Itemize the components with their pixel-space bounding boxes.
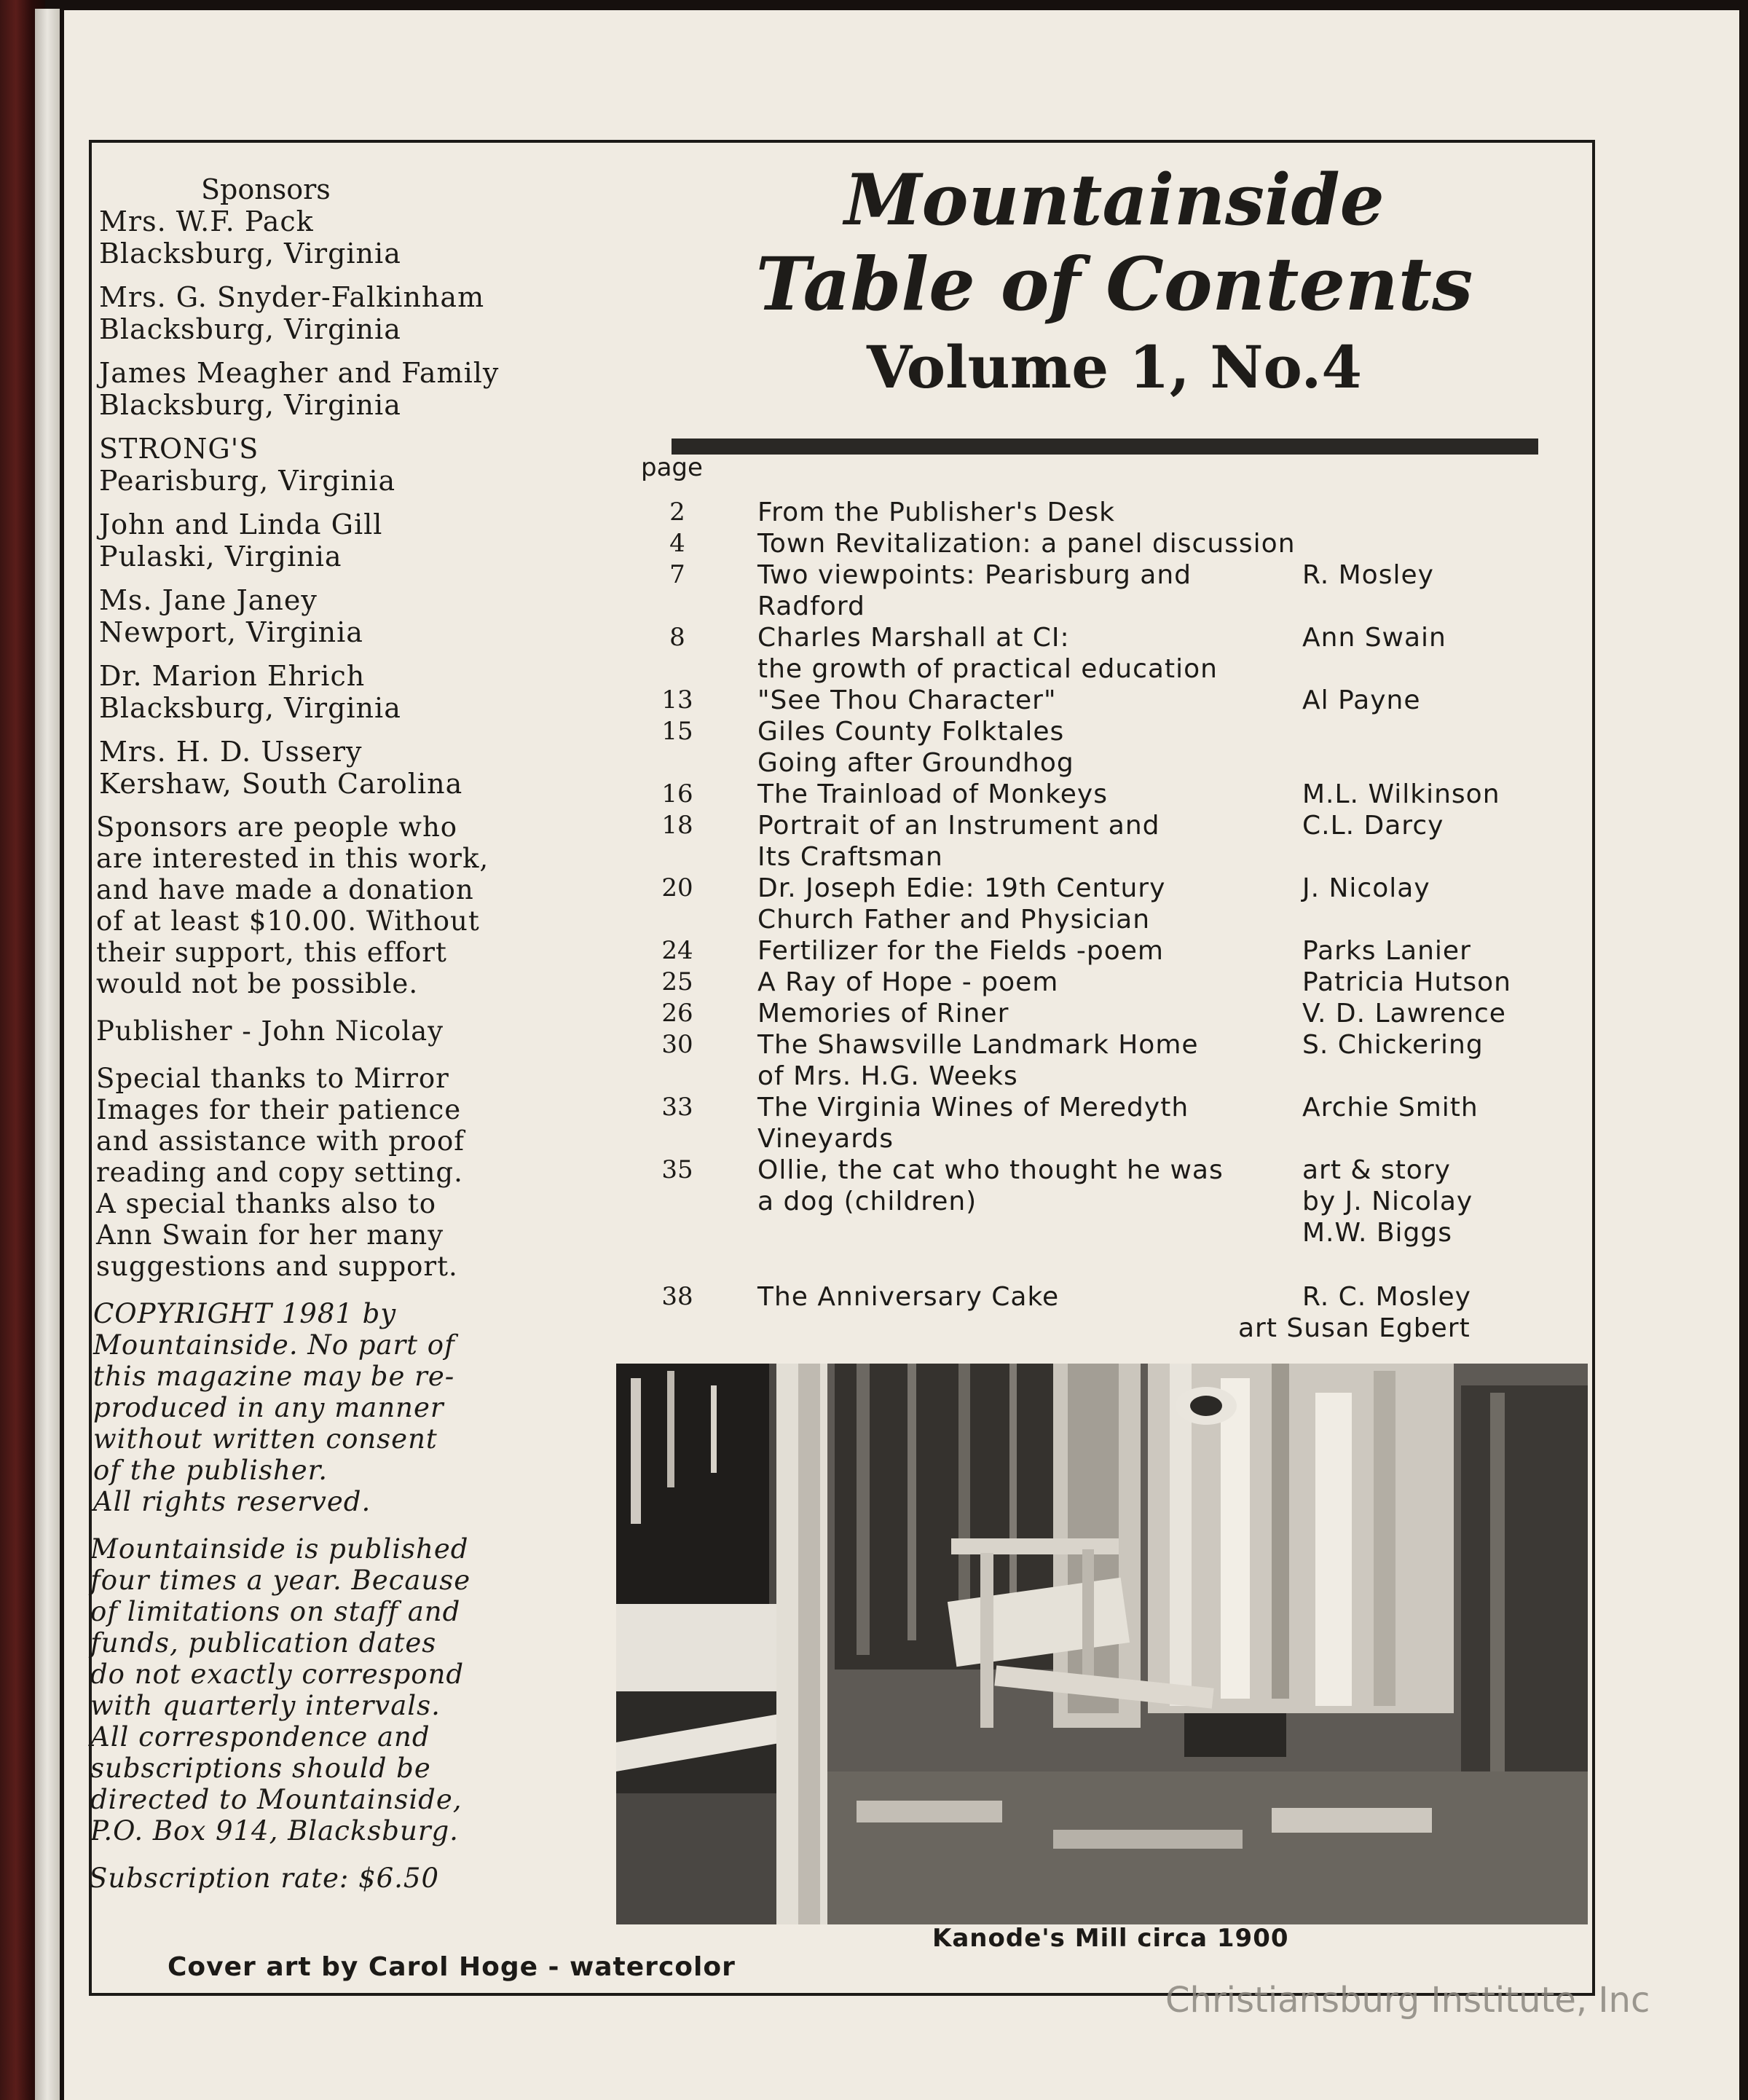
title-line: Vineyards — [757, 1124, 894, 1154]
toc-title — [757, 1029, 1296, 1092]
special-thanks: Special thanks to Mirror Images for their patience and assistance with proof reading and copy setting. A special thanks also to Ann Swain for her many suggestions and support. — [96, 1063, 465, 1282]
title-line: a dog (children) — [757, 1187, 977, 1216]
toc-page-number: 13 — [661, 685, 693, 715]
title-line: From the Publisher's Desk — [757, 498, 1115, 527]
sponsor-entry — [99, 736, 623, 800]
title-line: The Anniversary Cake — [757, 1282, 1060, 1312]
title-line: the growth of practical education — [757, 654, 1218, 684]
sponsor-entry — [99, 508, 623, 573]
author-line: M.W. Biggs — [1302, 1218, 1453, 1248]
title-line: Fertilizer for the Fields -poem — [757, 936, 1164, 966]
title-line: Charles Marshall at CI: — [757, 623, 1070, 653]
volume-number: Volume 1, No.4 — [867, 333, 1362, 401]
publisher-credit: Publisher - John Nicolay — [96, 1015, 444, 1047]
toc-title — [757, 559, 1296, 622]
title-line: Town Revitalization: a panel discussion — [757, 529, 1296, 559]
masthead — [641, 160, 1588, 404]
sponsor-entry — [99, 584, 623, 648]
sponsor-name: Ms. Jane Janey — [99, 584, 318, 616]
sponsor-place: Pearisburg, Virginia — [99, 465, 396, 497]
author-line: S. Chickering — [1302, 1030, 1484, 1060]
sponsor-place: Blacksburg, Virginia — [99, 692, 401, 724]
author-line: V. D. Lawrence — [1302, 999, 1506, 1029]
mill-photograph — [616, 1364, 1588, 1924]
author-line: J. Nicolay — [1302, 873, 1430, 903]
author-line: Ann Swain — [1302, 623, 1446, 653]
toc-author — [1302, 1281, 1586, 1313]
toc-title — [757, 1281, 1296, 1313]
sponsors-heading: Sponsors — [201, 173, 331, 205]
toc-author — [1302, 998, 1586, 1029]
contents-title: Table of Contents — [755, 241, 1473, 327]
sponsors-description: Sponsors are people who are interested in this work, and have made a donation of at least $10.00. Without their support, this effort would not be possible. — [96, 811, 489, 999]
sponsor-name: James Meagher and Family — [99, 357, 500, 389]
author-line: Parks Lanier — [1302, 936, 1471, 966]
toc-page-number: 15 — [661, 717, 693, 746]
toc-page-number: 33 — [661, 1093, 693, 1122]
toc-page-number: 35 — [661, 1155, 693, 1184]
sponsor-place: Newport, Virginia — [99, 616, 363, 648]
spine-strip — [35, 9, 60, 2100]
toc-page-number: 24 — [661, 936, 693, 965]
toc-page-number: 4 — [669, 529, 685, 558]
author-line: Patricia Hutson — [1302, 967, 1511, 997]
toc-title — [757, 622, 1296, 685]
sponsor-name: Mrs. W.F. Pack — [99, 205, 314, 237]
title-line: Going after Groundhog — [757, 748, 1074, 778]
art-credit: art Susan Egbert — [1238, 1313, 1471, 1343]
toc-author — [1302, 1029, 1586, 1061]
toc-author — [1302, 622, 1586, 653]
toc-author — [1302, 559, 1586, 591]
author-line: M.L. Wilkinson — [1302, 779, 1500, 809]
sponsor-name: Mrs. G. Snyder-Falkinham — [99, 281, 485, 313]
sponsors-column — [89, 173, 623, 1910]
toc-page-number: 8 — [669, 623, 685, 652]
sponsor-place: Pulaski, Virginia — [99, 540, 342, 573]
toc-title — [757, 873, 1296, 935]
toc-title — [757, 1092, 1296, 1155]
toc-title — [757, 967, 1296, 998]
title-line: Church Father and Physician — [757, 905, 1151, 935]
toc-title — [757, 685, 1296, 716]
page-column-heading: page — [641, 453, 703, 482]
toc-page-number: 30 — [661, 1030, 693, 1059]
author-line: Al Payne — [1302, 685, 1421, 715]
toc-author — [1302, 1092, 1586, 1123]
watermark: Christiansburg Institute, Inc — [1165, 1980, 1650, 2021]
copyright-notice: COPYRIGHT 1981 by Mountainside. No part of this magazine may be re- produced in any manner without written consent of the publisher. All rights reserved. — [93, 1298, 455, 1517]
toc-page-number: 26 — [661, 999, 693, 1028]
sponsor-name: Mrs. H. D. Ussery — [99, 736, 363, 768]
cover-art-credit: Cover art by Carol Hoge - watercolor — [168, 1952, 736, 1982]
toc-page-number: 18 — [661, 811, 693, 840]
sponsor-place: Blacksburg, Virginia — [99, 389, 401, 421]
sponsor-entry — [99, 205, 623, 270]
toc-page-number: 25 — [661, 967, 693, 996]
title-line: Two viewpoints: Pearisburg and — [757, 560, 1192, 590]
title-line: Giles County Folktales — [757, 717, 1065, 747]
sponsor-place: Kershaw, South Carolina — [99, 768, 463, 800]
sponsor-entry — [99, 660, 623, 724]
toc-title — [757, 810, 1296, 873]
toc-title — [757, 998, 1296, 1029]
title-line: Memories of Riner — [757, 999, 1009, 1029]
title-line: "See Thou Character" — [757, 685, 1057, 715]
sponsor-entry — [99, 281, 623, 345]
author-line: art & story — [1302, 1155, 1451, 1185]
mill-photo-illustration — [616, 1364, 1588, 1924]
sponsor-entry — [99, 433, 623, 497]
magazine-title: Mountainside — [844, 159, 1385, 241]
title-line: Portrait of an Instrument and — [757, 811, 1160, 841]
toc-title — [757, 497, 1296, 528]
title-line: The Trainload of Monkeys — [757, 779, 1108, 809]
title-line: A Ray of Hope - poem — [757, 967, 1059, 997]
toc-title — [757, 779, 1296, 810]
photo-caption: Kanode's Mill circa 1900 — [932, 1924, 1289, 1953]
author-line: C.L. Darcy — [1302, 811, 1444, 841]
title-line: The Shawsville Landmark Home — [757, 1030, 1199, 1060]
title-line: Its Craftsman — [757, 842, 943, 872]
toc-title — [757, 935, 1296, 967]
sponsor-place: Blacksburg, Virginia — [99, 237, 401, 270]
title-line: Radford — [757, 591, 865, 621]
publication-note: Mountainside is published four times a year. Because of limitations on staff and funds, publication dates do not exactly correspond with quarterly intervals. All correspondence and subscriptions should be directed to Mountainside, P.O. Box 914, Blacksburg. — [90, 1533, 471, 1847]
title-line: of Mrs. H.G. Weeks — [757, 1061, 1018, 1091]
sponsor-entry — [99, 357, 623, 421]
subscription-rate: Subscription rate: $6.50 — [89, 1863, 440, 1894]
toc-author — [1302, 685, 1586, 716]
toc-title — [757, 716, 1296, 779]
toc-author — [1302, 1155, 1586, 1248]
sponsor-place: Blacksburg, Virginia — [99, 313, 401, 345]
toc-page-number: 16 — [661, 779, 693, 809]
toc-author — [1302, 873, 1586, 904]
author-line: Archie Smith — [1302, 1093, 1479, 1122]
title-line: Ollie, the cat who thought he was — [757, 1155, 1224, 1185]
toc-author — [1302, 810, 1586, 841]
toc-author — [1302, 935, 1586, 967]
sponsor-name: STRONG'S — [99, 433, 259, 465]
toc-author — [1302, 779, 1586, 810]
author-line: R. C. Mosley — [1302, 1282, 1471, 1312]
sponsor-name: John and Linda Gill — [99, 508, 383, 540]
toc-title — [757, 528, 1296, 559]
toc-page-number: 7 — [669, 560, 685, 589]
heading-rule — [672, 439, 1538, 455]
toc-author — [1302, 967, 1586, 998]
title-line: The Virginia Wines of Meredyth — [757, 1093, 1189, 1122]
sponsor-name: Dr. Marion Ehrich — [99, 660, 366, 692]
toc-page-number: 20 — [661, 873, 693, 902]
author-line: R. Mosley — [1302, 560, 1434, 590]
toc-title — [757, 1155, 1296, 1217]
toc-page-number: 2 — [669, 498, 685, 527]
title-line: Dr. Joseph Edie: 19th Century — [757, 873, 1166, 903]
author-line: by J. Nicolay — [1302, 1187, 1473, 1216]
toc-page-number: 38 — [661, 1282, 693, 1311]
